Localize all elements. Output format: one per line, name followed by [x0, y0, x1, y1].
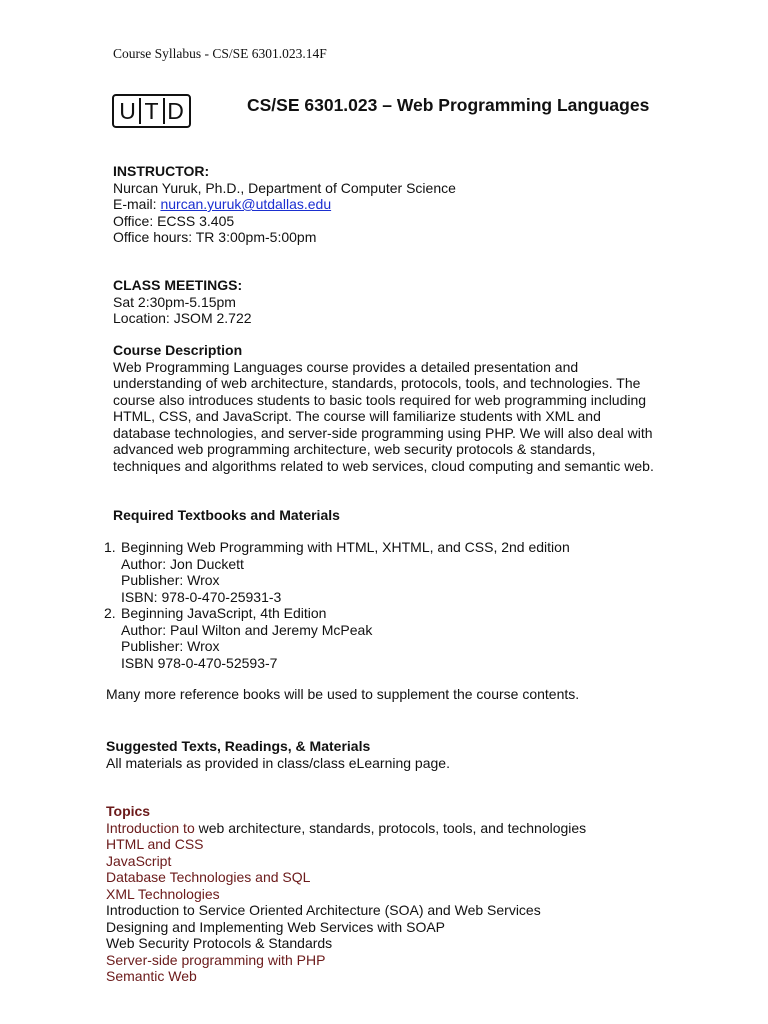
topic-item: XML Technologies [106, 885, 220, 902]
description-line: course also introduces students to basic tools required for web programming including [113, 391, 647, 408]
email-line [113, 196, 456, 213]
textbook-title: 2. Beginning JavaScript, 4th Edition [104, 605, 327, 621]
email-link[interactable]: nurcan.yuruk@utdallas.edu [160, 196, 332, 212]
textbook-author: Author: Paul Wilton and Jeremy McPeak [121, 621, 373, 638]
suggested-text: All materials as provided in class/class eLearning page. [106, 754, 450, 771]
logo-letter-u: U [119, 98, 136, 124]
description-line: HTML, CSS, and JavaScript. The course will familiarize students with XML and [113, 408, 601, 424]
running-header: Course Syllabus - CS/SE 6301.023.14F [113, 46, 327, 61]
suggested-heading: Suggested Texts, Readings, & Materials [106, 738, 371, 754]
list-number: 2. [104, 605, 116, 621]
description-line: database technologies, and server-side programming using PHP. We will also deal with [113, 424, 653, 441]
topic-item: HTML and CSS [106, 836, 204, 852]
description-line: understanding of web architecture, standards, protocols, tools, and technologies. The [113, 375, 641, 391]
reference-books-note: Many more reference books will be used to supplement the course contents. [106, 686, 580, 702]
meeting-time: Sat 2:30pm-5.15pm [113, 293, 236, 310]
instructor-name: Nurcan Yuruk, Ph.D., Department of Computer Science [113, 179, 456, 196]
topic-item: Web Security Protocols & Standards [106, 935, 333, 951]
description-line: techniques and algorithms related to web services, cloud computing and semantic web. [113, 457, 654, 474]
course-description-section [113, 342, 654, 474]
topic-item: Server-side programming with PHP [106, 951, 326, 968]
textbook-publisher: Publisher: Wrox [121, 572, 220, 588]
textbook-title: 1. Beginning Web Programming with HTML, XHTML, and CSS, 2nd edition [104, 539, 570, 555]
office-location: Office: ECSS 3.405 [113, 212, 235, 229]
class-meetings-heading: CLASS MEETINGS: [113, 277, 243, 293]
textbooks-heading: Required Textbooks and Materials [113, 507, 340, 523]
textbook-list [104, 539, 570, 671]
textbook-author: Author: Jon Duckett [121, 555, 244, 572]
logo-letter-d: D [167, 98, 184, 124]
textbook-isbn: ISBN: 978-0-470-25931-3 [121, 588, 282, 605]
topics-heading: Topics [106, 803, 151, 819]
description-line: Web Programming Languages course provides a detailed presentation and [113, 358, 579, 375]
meeting-location: Location: JSOM 2.722 [113, 310, 252, 326]
topic-item: Database Technologies and SQL [106, 869, 311, 885]
utd-logo [112, 94, 191, 128]
topics-section [106, 803, 586, 985]
email-label: E-mail: [113, 196, 161, 212]
class-meetings-section [113, 277, 252, 327]
textbook-publisher: Publisher: Wrox [121, 638, 220, 654]
list-number: 1. [104, 539, 116, 555]
topic-item: JavaScript [106, 852, 172, 869]
topic-item: Introduction to Service Oriented Architecture (SOA) and Web Services [106, 902, 541, 918]
instructor-section [113, 163, 456, 246]
document-title: CS/SE 6301.023 – Web Programming Languages [247, 95, 650, 115]
topic-item: Introduction to web architecture, standards, protocols, tools, and technologies [106, 819, 587, 836]
textbook-isbn: ISBN 978-0-470-52593-7 [121, 654, 278, 671]
suggested-texts-section [106, 738, 450, 771]
topic-item: Designing and Implementing Web Services with SOAP [106, 918, 446, 935]
office-hours: Office hours: TR 3:00pm-5:00pm [113, 229, 317, 245]
course-description-heading: Course Description [113, 342, 243, 358]
logo-letter-t: T [144, 98, 159, 124]
instructor-heading: INSTRUCTOR: [113, 163, 210, 179]
topic-item: Semantic Web [106, 968, 197, 984]
description-line: advanced web programming architecture, web security protocols & standards, [113, 441, 596, 457]
